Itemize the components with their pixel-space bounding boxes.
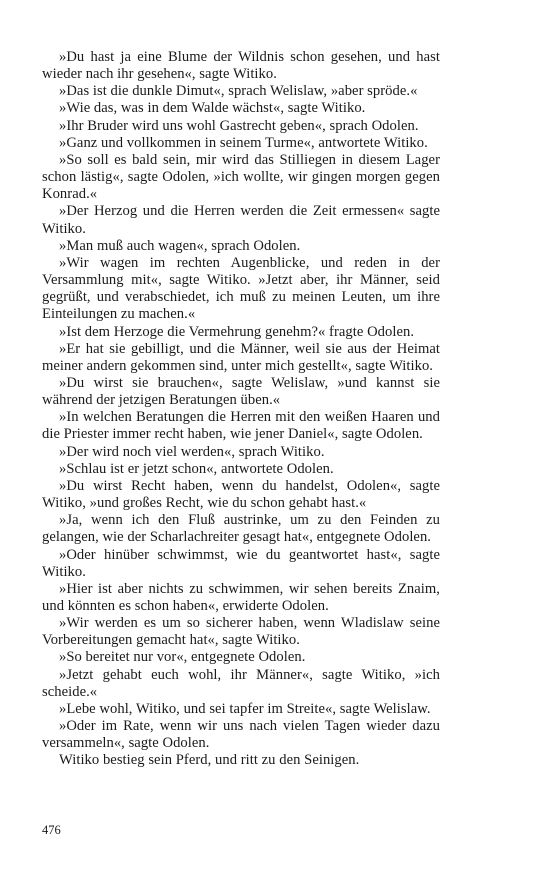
paragraph: »Wie das, was in dem Walde wächst«, sagte Witiko. bbox=[59, 100, 366, 117]
paragraph: »In welchen Beratungen die Herren mit den weißen Haaren und die Priester immer recht haben, wie jener Daniel«, sagte Odolen. bbox=[42, 409, 440, 443]
paragraph: »Du hast ja eine Blume der Wildnis schon gesehen, und hast wieder nach ihr gesehen«, sagte Witiko. bbox=[42, 49, 440, 83]
paragraph: »Er hat sie gebilligt, und die Männer, weil sie aus der Heimat meiner andern gekommen sind, unter mich gestellt«, sagte Witiko. bbox=[42, 340, 440, 374]
paragraph: »Du wirst Recht haben, wenn du handelst, Odolen«, sagte Witiko, »und großes Recht, wie du schon gehabt hast.« bbox=[42, 477, 440, 512]
paragraph: »Du wirst sie brauchen«, sagte Welislaw, »und kannst sie während der jetzigen Beratungen üben.« bbox=[42, 374, 440, 409]
page-body bbox=[42, 49, 440, 770]
paragraph: »Hier ist aber nichts zu schwimmen, wir sehen bereits Znaim, und könnten es schon haben«, erwiderte Odolen. bbox=[42, 580, 440, 614]
paragraph: »Ist dem Herzoge die Vermehrung genehm?« fragte Odolen. bbox=[59, 323, 415, 340]
paragraph: »Ganz und vollkommen in seinem Turme«, antwortete Witiko. bbox=[59, 134, 428, 151]
paragraph: »So soll es bald sein, mir wird das Stilliegen in diesem Lager schon lästig«, sagte Odolen, »ich wollte, wir gingen morgen gegen Konrad.« bbox=[42, 151, 440, 203]
paragraph: »Ihr Bruder wird uns wohl Gastrecht geben«, sprach Odolen. bbox=[59, 117, 419, 134]
paragraph: »Jetzt gehabt euch wohl, ihr Männer«, sagte Witiko, »ich scheide.« bbox=[42, 666, 440, 700]
paragraph: »Das ist die dunkle Dimut«, sprach Welislaw, »aber spröde.« bbox=[59, 83, 418, 100]
paragraph: »Oder im Rate, wenn wir uns nach vielen Tagen wieder dazu versammeln«, sagte Odolen. bbox=[42, 718, 440, 752]
paragraph: »So bereitet nur vor«, entgegnete Odolen. bbox=[59, 649, 306, 666]
paragraph: »Man muß auch wagen«, sprach Odolen. bbox=[59, 237, 301, 254]
paragraph: »Der wird noch viel werden«, sprach Witiko. bbox=[59, 443, 325, 460]
paragraph: Witiko bestieg sein Pferd, und ritt zu den Seinigen. bbox=[59, 752, 360, 769]
paragraph: »Oder hinüber schwimmst, wie du geantwortet hast«, sagte Witiko. bbox=[42, 546, 440, 580]
paragraph: »Wir wagen im rechten Augenblicke, und reden in der Versammlung mit«, sagte Witiko. »Jetzt aber, ihr Männer, seid gegrüßt, und verabschiedet, ich muß zu meinen Leuten, um ihre Einteilungen zu machen.« bbox=[42, 254, 440, 323]
paragraph: »Lebe wohl, Witiko, und sei tapfer im Streite«, sagte Welislaw. bbox=[59, 700, 431, 717]
paragraph: »Ja, wenn ich den Fluß austrinke, um zu den Feinden zu gelangen, wie der Scharlachreiter gesagt hat«, entgegnete Odolen. bbox=[42, 512, 440, 546]
paragraph: »Der Herzog und die Herren werden die Zeit ermessen« sagte Witiko. bbox=[42, 203, 440, 237]
paragraph: »Schlau ist er jetzt schon«, antwortete Odolen. bbox=[59, 460, 334, 477]
page-number: 476 bbox=[42, 823, 61, 837]
paragraph: »Wir werden es um so sicherer haben, wenn Wladislaw seine Vorbereitungen gemacht hat«, sagte Witiko. bbox=[42, 615, 440, 649]
